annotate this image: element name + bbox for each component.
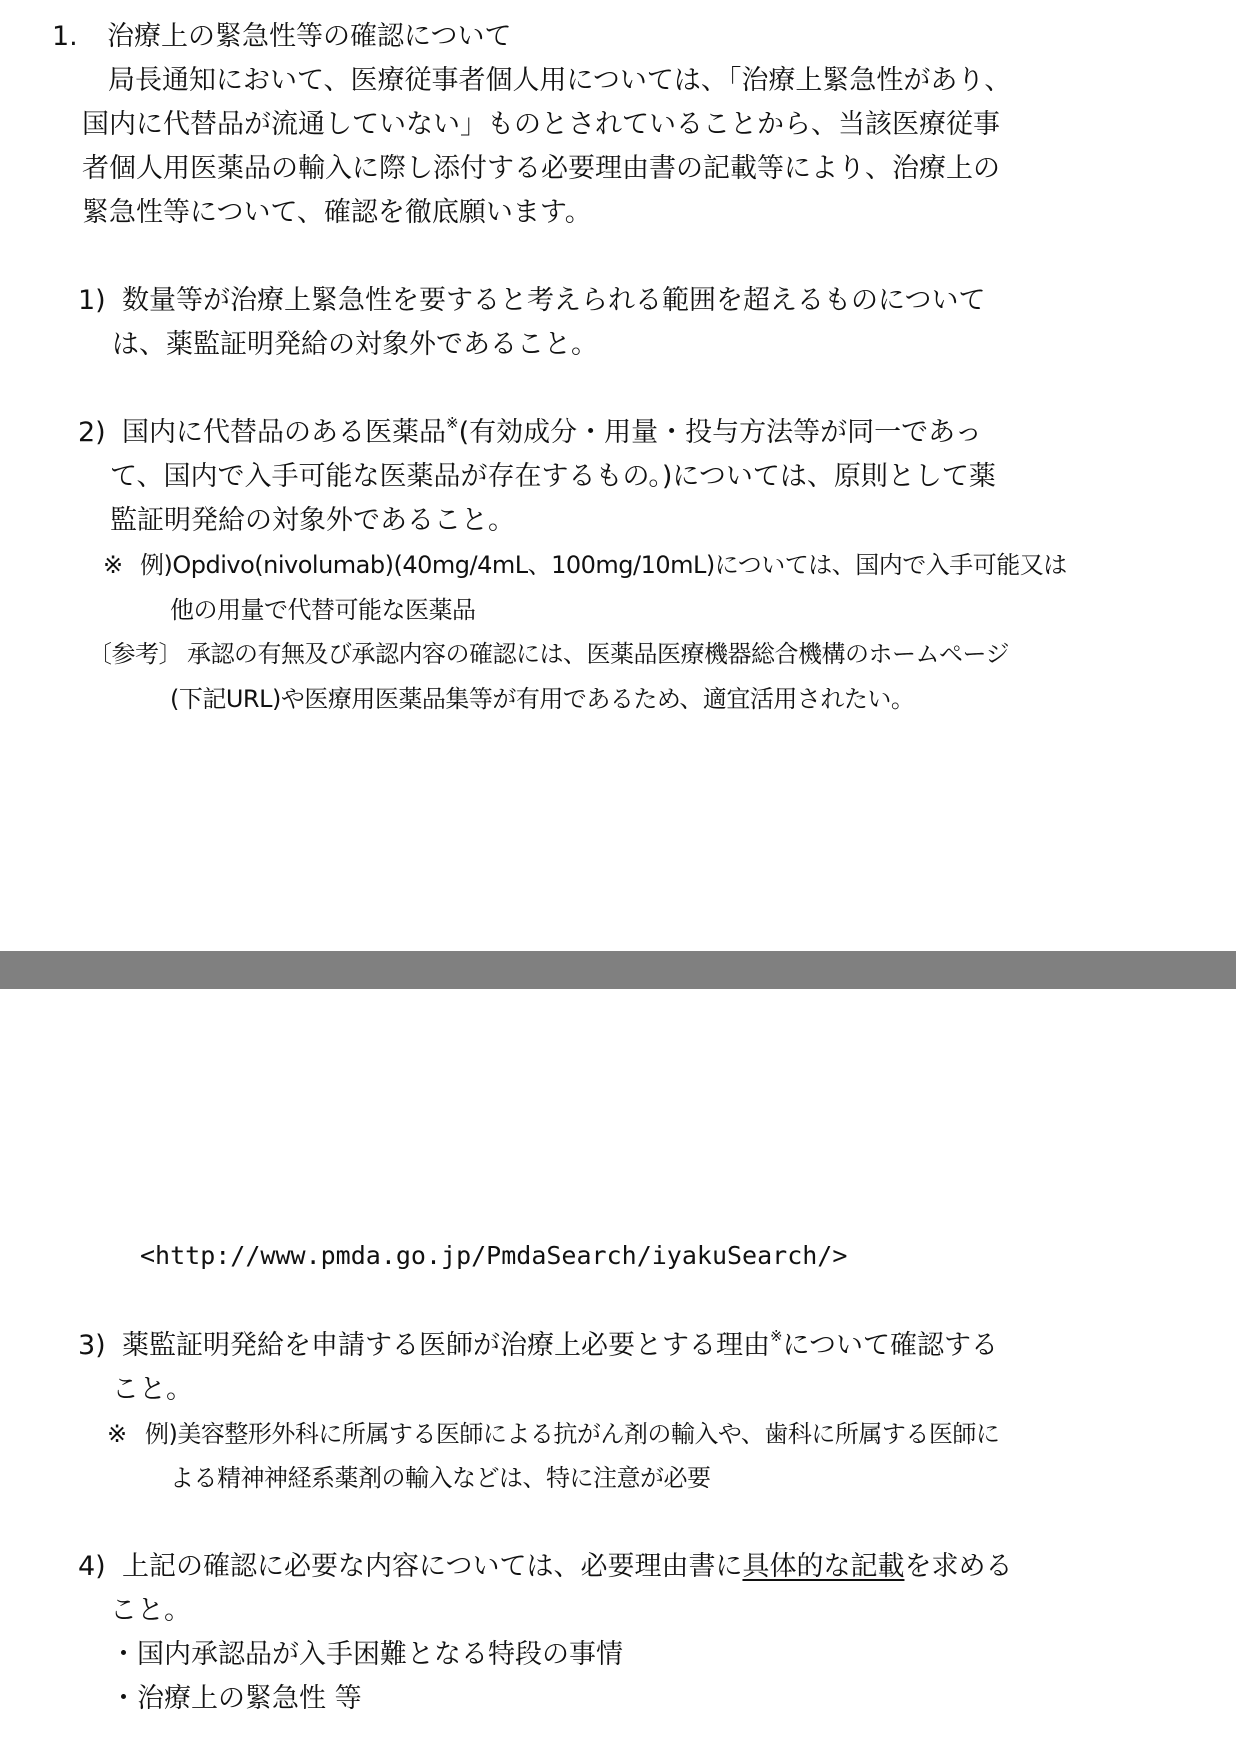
- item2-line-1-text: 国内に代替品のある医薬品: [122, 417, 446, 448]
- item2-number: 2): [78, 417, 106, 448]
- item3-line-1-text: 薬監証明発給を申請する医師が治療上必要とする理由: [122, 1330, 770, 1361]
- item3-note-line-1: 例)美容整形外科に所属する医師による抗がん剤の輸入や、歯科に所属する医師に: [145, 1420, 1000, 1448]
- item4-bullet-2: ・治療上の緊急性 等: [110, 1683, 362, 1714]
- item3-line-2: こと。: [112, 1374, 193, 1405]
- reference-label: 〔参考〕: [88, 640, 182, 668]
- item4-line-2: こと。: [110, 1595, 191, 1626]
- reference-line-1: 承認の有無及び承認内容の確認には、医薬品医療機器総合機構のホームページ: [187, 640, 1010, 668]
- item4-line-1: [122, 1553, 1012, 1580]
- item3-line-1-tail: について確認する: [782, 1330, 999, 1361]
- reference-line-2: (下記URL)や医療用医薬品集等が有用であるため、適宜活用されたい。: [170, 685, 915, 713]
- item3-note-mark: ※: [107, 1420, 127, 1448]
- item2-line-1-paren: (有効成分・用量・投与方法等が同一であっ: [458, 417, 982, 448]
- intro-line-3: 者個人用医薬品の輸入に際し添付する必要理由書の記載等により、治療上の: [82, 153, 1000, 184]
- footnote-mark: ※: [446, 414, 459, 432]
- item2-line-2: て、国内で入手可能な医薬品が存在するもの。)については、原則として薬: [110, 461, 996, 492]
- intro-line-2: 国内に代替品が流通していない」ものとされていることから、当該医療従事: [82, 109, 1000, 140]
- footnote-mark: ※: [770, 1327, 783, 1345]
- item2-note-mark: ※: [103, 551, 123, 579]
- item4-bullet-1: ・国内承認品が入手困難となる特段の事情: [110, 1639, 623, 1670]
- section-heading: 治療上の緊急性等の確認について: [107, 21, 512, 52]
- intro-line-1: 局長通知において、医療従事者個人用については、「治療上緊急性があり、: [108, 65, 1012, 96]
- item1-line-2: は、薬監証明発給の対象外であること。: [112, 329, 598, 360]
- item1-number: 1): [78, 285, 106, 316]
- page-divider: [0, 951, 1236, 989]
- item4-line-1-text: 上記の確認に必要な内容については、必要理由書に: [122, 1551, 743, 1582]
- item3-number: 3): [78, 1330, 106, 1361]
- item1-line-1: 数量等が治療上緊急性を要すると考えられる範囲を超えるものについて: [122, 285, 986, 316]
- item4-line-1-tail: を求める: [904, 1551, 1013, 1582]
- item2-line-1: [122, 414, 982, 448]
- underlined-emphasis: 具体的な記載: [742, 1551, 905, 1582]
- section-number: 1.: [52, 21, 78, 52]
- item2-line-3: 監証明発給の対象外であること。: [110, 505, 515, 536]
- item2-note-line-1: 例)Opdivo(nivolumab)(40mg/4mL、100mg/10mL)については、国内で入手可能又は: [140, 551, 1067, 579]
- item2-note-line-2: 他の用量で代替可能な医薬品: [170, 596, 476, 624]
- item4-number: 4): [78, 1551, 106, 1582]
- intro-line-4: 緊急性等について、確認を徹底願います。: [82, 197, 592, 228]
- item3-line-1: [122, 1327, 999, 1361]
- item3-note-line-2: よる精神神経系薬剤の輸入などは、特に注意が必要: [170, 1464, 711, 1492]
- pmda-url[interactable]: <http://www.pmda.go.jp/PmdaSearch/iyakuSearch/>: [140, 1241, 848, 1270]
